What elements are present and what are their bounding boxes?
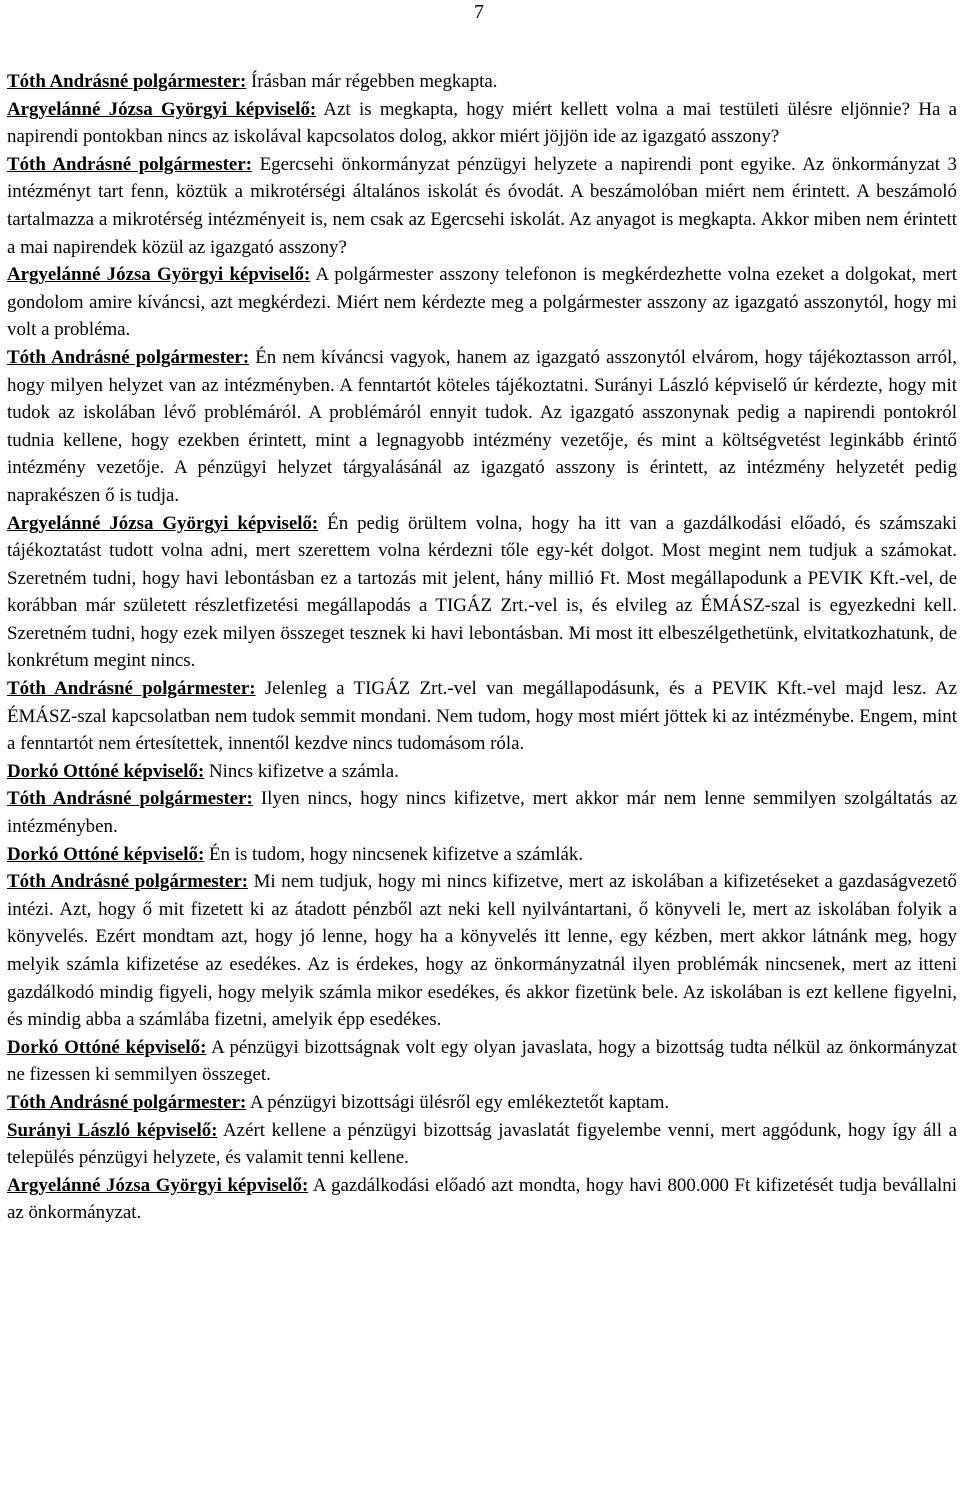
speaker-label: Tóth Andrásné polgármester: xyxy=(7,788,253,810)
paragraph xyxy=(7,261,957,344)
speaker-label: Surányi László képviselő: xyxy=(7,1119,218,1141)
paragraph xyxy=(7,1172,957,1227)
paragraph xyxy=(7,1089,957,1117)
paragraph xyxy=(7,785,957,840)
paragraph xyxy=(7,675,957,758)
paragraph-text: Nincs kifizetve a számla. xyxy=(204,760,399,782)
speaker-label: Dorkó Ottóné képviselő: xyxy=(7,1036,207,1058)
speaker-label: Argyelánné Józsa Györgyi képviselő: xyxy=(7,512,319,534)
paragraph xyxy=(7,68,957,96)
paragraph-text: Mi nem tudjuk, hogy mi nincs kifizetve, mert az iskolában a kifizetéseket a gazdaságvezető intézi. Azt, hogy ő mit fizetett ki az átadott pénzből azt neki kell nyilvántartani, ő könyveli le, mert az iskolában folyik a könyvelés. Ezért mondtam azt, hogy jó lenne, hogy ha a könyvelés itt lenne, egy kézben, mert akkor látnánk meg, hogy melyik számla kifizetése az esedékes. Az is érdekes, hogy az önkormányzatnál ilyen problémák nincsenek, mert az itteni gazdálkodó mindig figyeli, hogy melyik számla mikor esedékes, és akkor fizetünk bele. Az iskolában is ezt kellene figyelni, és mindig abba a számlába fizetni, amelyik épp esedékes. xyxy=(7,871,957,1031)
speaker-label: Dorkó Ottóné képviselő: xyxy=(7,843,205,865)
paragraph-text: Én pedig örültem volna, hogy ha itt van a gazdálkodási előadó, és számszaki tájékoztatást tudott volna adni, mert szerettem volna kérdezni tőle egy-két dolgot. Most megint nem tudjuk a számokat. Szeretném tudni, hogy havi lebontásban ez a tartozás mit jelent, hány millió Ft. Most megállapodunk a PEVIK Kft.-vel, de korábban már született részletfizetési megállapodás a TIGÁZ Zrt.-vel is, és elvileg az ÉMÁSZ-szal is egyezkedni kell. Szeretném tudni, hogy ezek milyen összeget tesznek ki havi lebontásban. Mi most itt elbeszélgethetünk, elvitatkozhatunk, de konkrétum megint nincs. xyxy=(7,512,957,672)
speaker-label: Tóth Andrásné polgármester: xyxy=(7,346,250,368)
paragraph-text: Ilyen nincs, hogy nincs kifizetve, mert akkor már nem lenne semmilyen szolgáltatás az intézményben. xyxy=(7,788,957,838)
speaker-label: Argyelánné Józsa Györgyi képviselő: xyxy=(7,98,317,120)
paragraph xyxy=(7,1117,957,1172)
paragraph xyxy=(7,1034,957,1089)
speaker-label: Tóth Andrásné polgármester: xyxy=(7,1091,247,1113)
page-number: 7 xyxy=(474,1,484,23)
paragraph-text: A pénzügyi bizottsági ülésről egy emlékeztetőt kaptam. xyxy=(246,1091,670,1113)
paragraph-text: Írásban már régebben megkapta. xyxy=(246,71,498,92)
document-body xyxy=(7,68,957,1227)
paragraph-text: Azért kellene a pénzügyi bizottság javaslatát figyelembe venni, mert aggódunk, hogy így áll a település pénzügyi helyzete, és valamit tenni kellene. xyxy=(7,1119,957,1169)
paragraph-text: Azt is megkapta, hogy miért kellett volna a mai testületi ülésre eljönnie? Ha a napirendi pontokban nincs az iskolával kapcsolatos dolog, akkor miért jöjjön ide az igazgató asszony? xyxy=(7,98,957,148)
paragraph-text: Jelenleg a TIGÁZ Zrt.-vel van megállapodásunk, és a PEVIK Kft.-vel majd lesz. Az ÉMÁSZ-szal kapcsolatban nem tudok semmit mondani. Nem tudom, hogy most miért jöttek ki az intézménybe. Engem, mint a fenntartót nem értesítettek, innentől kezdve nincs tudomásom róla. xyxy=(7,678,957,755)
speaker-label: Argyelánné Józsa Györgyi képviselő: xyxy=(7,1174,309,1196)
paragraph-text: Egercsehi önkormányzat pénzügyi helyzete a napirendi pont egyike. Az önkormányzat 3 intézményt tart fenn, köztük a mikrotérségi általános iskolát és óvodát. A beszámolóban miért nem érintett. A beszámoló tartalmazza a mikrotérség intézményeit is, nem csak az Egercsehi iskolát. Az anyagot is megkapta. Akkor miben nem érintett a mai napirendek közül az igazgató asszony? xyxy=(7,153,957,258)
speaker-label: Tóth Andrásné polgármester: xyxy=(7,71,247,92)
speaker-label: Argyelánné Józsa Györgyi képviselő: xyxy=(7,264,311,286)
speaker-label: Tóth Andrásné polgármester: xyxy=(7,678,256,700)
paragraph-text: A polgármester asszony telefonon is megkérdezhette volna ezeket a dolgokat, mert gondolom amire kíváncsi, azt megkérdezi. Miért nem kérdezte meg a polgármester asszony az igazgató asszonytól, hogy mi volt a probléma. xyxy=(7,264,957,341)
paragraph-text: A pénzügyi bizottságnak volt egy olyan javaslata, hogy a bizottság tudta nélkül az önkormányzat ne fizessen ki semmilyen összeget. xyxy=(7,1036,958,1086)
speaker-label: Dorkó Ottóné képviselő: xyxy=(7,760,205,782)
speaker-label: Tóth Andrásné polgármester: xyxy=(7,153,252,175)
paragraph xyxy=(7,96,957,151)
paragraph xyxy=(7,151,957,261)
paragraph xyxy=(7,868,957,1034)
paragraph-text: Én nem kíváncsi vagyok, hanem az igazgató asszonytól elvárom, hogy tájékoztasson arról, hogy milyen helyzet van az intézményben. A fenntartót köteles tájékoztatni. Surányi László képviselő úr kérdezte, hogy mit tudok az iskolában lévő problémáról. A problémáról ennyit tudok. Az igazgató asszonynak pedig a napirendi pontokról tudnia kellene, hogy ezekben érintett, mint a legnagyobb intézmény vezetője, és mint a költségvetést leginkább érintő intézmény vezetője. A pénzügyi helyzet tárgyalásánál az igazgató asszony is érintett, az intézmény helyzetét pedig naprakészen ő is tudja. xyxy=(7,346,957,506)
paragraph-text: Én is tudom, hogy nincsenek kifizetve a számlák. xyxy=(204,843,584,865)
paragraph xyxy=(7,841,957,869)
paragraph xyxy=(7,344,957,510)
paragraph xyxy=(7,758,957,786)
speaker-label: Tóth Andrásné polgármester: xyxy=(7,871,249,893)
paragraph-text: A gazdálkodási előadó azt mondta, hogy havi 800.000 Ft kifizetését tudja bevállalni az önkormányzat. xyxy=(7,1174,957,1224)
paragraph xyxy=(7,510,957,676)
